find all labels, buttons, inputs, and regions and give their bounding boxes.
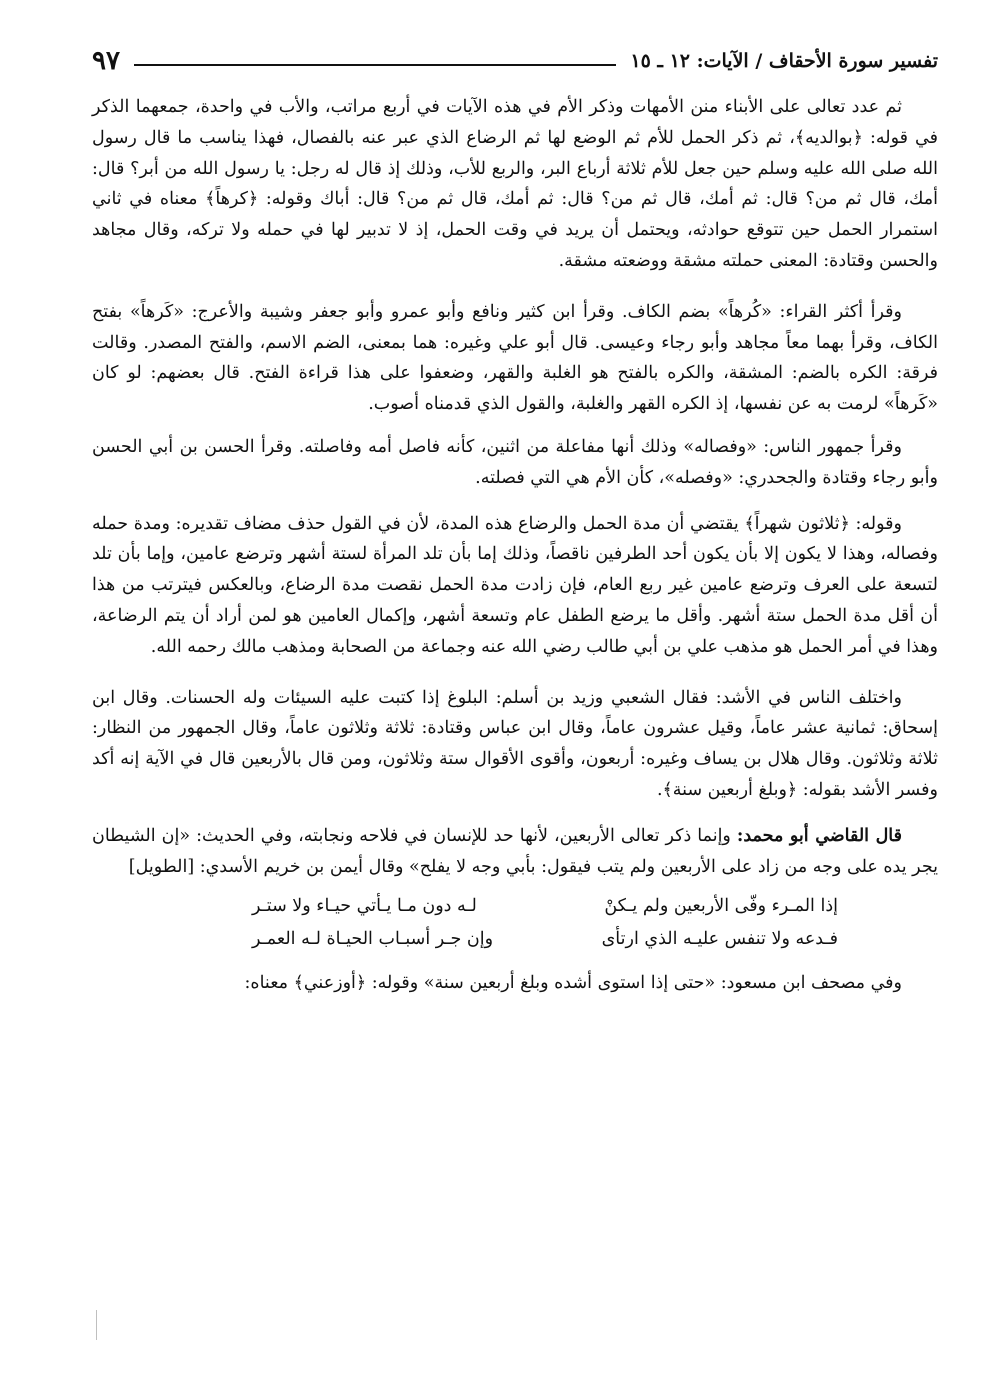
poem-verse-2	[252, 923, 838, 956]
paragraph-6	[92, 821, 938, 883]
page-header	[92, 44, 938, 78]
paragraph-3: وقرأ جمهور الناس: «وفصاله» وذلك أنها مفاعلة من اثنين، كأنه فاصل أمه وفاصلته. وقرأ الحسن بن أبي الحسن وأبو رجاء وقتادة والجحدري: «وفصله»، كأن الأم هي التي فصلته.	[92, 436, 938, 488]
verse-2-first-hemistich: فـدعه ولا تنفس عليـه الذي ارتأى	[601, 929, 838, 950]
paragraph-2: وقرأ أكثر القراء: «كُرهاً» بضم الكاف. وقرأ ابن كثير ونافع وأبو عمرو وأبو جعفر وشيبة والأعرج: «كَرهاً» بفتح الكاف، وقرأ بهما معاً مجاهد وأبو رجاء وعيسى. قال أبو علي وغيره: هما بمعنى، الضم الاسم، والفتح المصدر. وقالت فرقة: الكره بالضم: المشقة، والكره بالفتح هو الغلبة والقهر، وضعفوا على هذا قراءة الفتح. قال بعضهم: لو كان «كَرهاً» لرمت به عن نفسها، إذ الكره القهر والغلبة، والقول الذي قدمناه أصوب.	[92, 301, 938, 415]
verse-1-second-hemistich: لـه دون مـا يـأتي حيـاء ولا ستـر	[252, 896, 477, 917]
running-title: تفسير سورة الأحقاف / الآيات: ١٢ ـ ١٥	[630, 50, 938, 72]
paragraph-6-text: وإنما ذكر تعالى الأربعين، لأنها حد للإنسان في فلاحه ونجابته، وفي الحديث: «إن الشيطان يجر يده على وجه من زاد على الأربعين ولم يتب فيقول: بأبي وجه لا يفلح» وقال أيمن بن خريم الأسدي: [الطويل]	[92, 825, 938, 877]
page-number: ٩٧	[92, 46, 120, 76]
paragraph-4: وقوله: ﴿ثلاثون شهراً﴾ يقتضي أن مدة الحمل والرضاع هذه المدة، لأن في القول حذف مضاف تقديره: ومدة حمله وفصاله، وهذا لا يكون إلا بأن يكون أحد الطرفين ناقصاً، وذلك إما بأن تلد المرأة لستة أشهر وترضع عامين، وإما بأن تلد لتسعة على العرف وترضع عامين غير ربع العام، فإن زادت مدة الحمل نقصت مدة الرضاع، وبالعكس فيترتب من هذا أن أقل مدة الحمل ستة أشهر. وأقل ما يرضع الطفل عام وتسعة أشهر، وإكمال العامين هو لمن أراد أن يتم الرضاعة، وهذا في أمر الحمل هو مذهب علي بن أبي طالب رضي الله عنه وجماعة من الصحابة ومذهب مالك رحمه الله.	[92, 513, 938, 657]
closing-paragraph: وفي مصحف ابن مسعود: «حتى إذا استوى أشده وبلغ أربعين سنة» وقوله: ﴿أوزعني﴾ معناه:	[244, 973, 902, 994]
poem-verse-1	[252, 890, 838, 923]
poem	[252, 890, 838, 956]
header-rule	[134, 64, 616, 66]
paragraph-1: ثم عدد تعالى على الأبناء منن الأمهات وذكر الأم في هذه الآيات في أربع مراتب، والأب في واحدة، جمعهما الذكر في قوله: ﴿بوالديه﴾، ثم ذكر الحمل للأم ثم الوضع لها ثم الرضاع الذي عبر عنه بالفصال، فهذا يناسب ما قال رسول الله صلى الله عليه وسلم حين جعل للأم ثلاثة أرباع البر، والربع للأب، وذلك إذ قال له رجل: يا رسول الله من أبر؟ قال: أمك، قال ثم من؟ قال: ثم أمك، قال ثم من؟ قال: ثم أمك، قال ثم من؟ قال: أباك وقوله: ﴿كرهاً﴾ معناه في ثاني استمرار الحمل حين تتوقع حوادثه، ويحتمل أن يريد في وقت الحمل، إذ لا تدبير لها في حمله ولا تركه، وقال مجاهد والحسن وقتادة: المعنى حملته مشقة ووضعته مشقة.	[92, 97, 938, 271]
paragraph-5: واختلف الناس في الأشد: فقال الشعبي وزيد بن أسلم: البلوغ إذا كتبت عليه السيئات وله الحسنات. وقال ابن إسحاق: ثمانية عشر عاماً، وقيل عشرون عاماً، وقال ابن عباس وقتادة: ثلاثة وثلاثون عاماً، وقال الجمهور من النظار: ثلاثة وثلاثون. وقال هلال بن يساف وغيره: أربعون، وأقوى الأقوال ستة وثلاثون، ومن قال بالأربعين قال في الآية إنه أكد وفسر الأشد بقوله: ﴿وبلغ أربعين سنة﴾.	[92, 687, 938, 800]
scan-margin-mark	[96, 1310, 97, 1340]
verse-1-first-hemistich: إذا المـرء وفّى الأربعين ولم يـكنْ	[604, 896, 838, 917]
verse-2-second-hemistich: وإن جـر أسبـاب الحيـاة لـه العمـر	[252, 929, 494, 950]
body-text	[92, 92, 938, 999]
paragraph-6-lead: قال القاضي أبو محمد:	[736, 825, 902, 846]
